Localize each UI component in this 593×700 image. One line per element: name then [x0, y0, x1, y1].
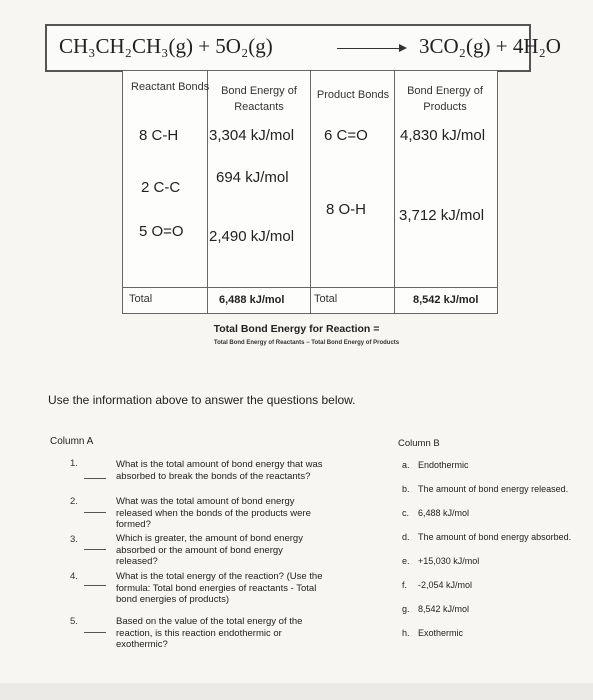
option-letter: c. [402, 508, 410, 518]
option-item [402, 460, 469, 470]
formula-expression: Total Bond Energy of Reactants − Total Bond Energy of Products [213, 340, 400, 346]
header-reactant-bonds: Reactant Bonds [131, 81, 210, 93]
question-text: Which is greater, the amount of bond energy absorbed or the amount of bond energy released? [116, 533, 303, 567]
option-text: The amount of bond energy released. [418, 484, 569, 494]
option-item [402, 580, 472, 590]
column-b-heading: Column B [398, 438, 440, 449]
total-products: 8,542 kJ/mol [413, 294, 479, 306]
option-text: 6,488 kJ/mol [418, 508, 470, 518]
option-text: Endothermic [418, 460, 469, 470]
answer-blank[interactable] [84, 478, 106, 479]
option-item [402, 628, 463, 638]
option-item [402, 604, 469, 614]
question-number: 5. [70, 616, 78, 627]
option-item [402, 556, 479, 566]
question-text: Based on the value of the total energy of the reaction, is this reaction endothermic or exothermic? [116, 616, 303, 650]
answer-blank[interactable] [84, 512, 106, 513]
answer-blank[interactable] [84, 585, 106, 586]
option-item [402, 508, 469, 518]
total-label-reactants: Total [129, 293, 153, 305]
reactant-bond: 5 O=O [139, 223, 184, 240]
reactant-energy: 694 kJ/mol [216, 169, 289, 186]
option-letter: b. [402, 484, 410, 494]
option-letter: f. [402, 580, 408, 590]
header-bond-energy-reactants: Bond Energy of Reactants [221, 85, 297, 113]
page-footer-shade [0, 683, 593, 700]
option-text: +15,030 kJ/mol [418, 556, 480, 566]
question-number: 4. [70, 571, 78, 582]
reactant-energy: 2,490 kJ/mol [209, 228, 295, 245]
option-text: 8,542 kJ/mol [418, 604, 470, 614]
reaction-equation [45, 24, 561, 72]
option-text: Exothermic [418, 628, 464, 638]
table-divider [394, 71, 395, 313]
reactant-bond: 8 C-H [139, 127, 179, 144]
option-item [402, 532, 571, 542]
question-number: 3. [70, 534, 78, 545]
option-letter: h. [402, 628, 410, 638]
product-bond: 8 O-H [326, 201, 367, 218]
equation-products: 3CO₂(g) + 4H₂O [419, 34, 561, 58]
product-energy: 4,830 kJ/mol [400, 127, 486, 144]
formula-title: Total Bond Energy for Reaction = [213, 323, 380, 335]
reaction-arrow-icon [337, 48, 405, 49]
question-text: What was the total amount of bond energy released when the bonds of the products were formed? [116, 496, 311, 530]
reactant-energy: 3,304 kJ/mol [209, 127, 295, 144]
option-letter: g. [402, 604, 410, 614]
table-divider [123, 287, 497, 288]
question-number: 1. [70, 458, 78, 469]
header-bond-energy-products: Bond Energy of Products [407, 85, 483, 113]
question-text: What is the total energy of the reaction? (Use the formula: Total bond energies of reactants - Total bond energies of products) [116, 571, 323, 605]
total-reactants: 6,488 kJ/mol [219, 294, 285, 306]
option-text: The amount of bond energy absorbed. [418, 532, 572, 542]
option-letter: d. [402, 532, 410, 542]
bond-energy-table [122, 70, 498, 314]
product-bond: 6 C=O [324, 127, 368, 144]
table-divider [310, 71, 311, 313]
answer-blank[interactable] [84, 632, 106, 633]
equation-reactants: CH₃CH₂CH₃(g) + 5O₂(g) [59, 34, 273, 58]
product-energy: 3,712 kJ/mol [399, 207, 485, 224]
instructions: Use the information above to answer the questions below. [48, 393, 356, 407]
option-letter: a. [402, 460, 410, 470]
option-text: -2,054 kJ/mol [418, 580, 473, 590]
question-number: 2. [70, 496, 78, 507]
header-product-bonds: Product Bonds [316, 89, 390, 101]
reactant-bond: 2 C-C [141, 179, 181, 196]
question-text: What is the total amount of bond energy that was absorbed to break the bonds of the reactants? [116, 459, 323, 482]
answer-blank[interactable] [84, 549, 106, 550]
option-item [402, 484, 568, 494]
total-label-products: Total [314, 293, 338, 305]
option-letter: e. [402, 556, 410, 566]
column-a-heading: Column A [50, 436, 94, 447]
table-divider [207, 71, 208, 313]
